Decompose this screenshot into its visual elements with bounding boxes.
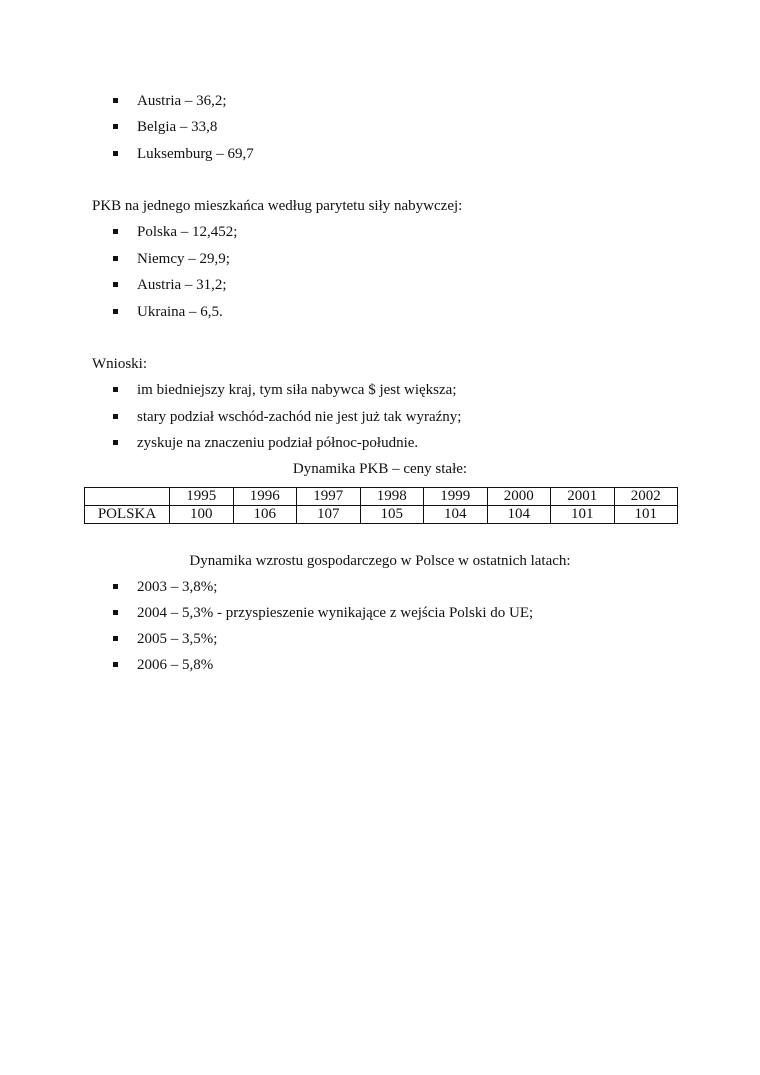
table-caption: Dynamika PKB – ceny stałe:: [292, 461, 468, 477]
year-cell: 2002: [614, 488, 678, 506]
year-cell: 1995: [170, 488, 234, 506]
list-item: zyskuje na znaczeniu podział północ-południe.: [137, 435, 419, 451]
year-cell: 2000: [487, 488, 551, 506]
row-label-cell: POLSKA: [85, 506, 170, 524]
value-cell: 101: [551, 506, 615, 524]
list-item: 2005 – 3,5%;: [137, 631, 218, 647]
table-header-row: [85, 488, 678, 506]
value-cell: 104: [424, 506, 488, 524]
list-item: Ukraina – 6,5.: [137, 304, 223, 320]
table-row: [85, 506, 678, 524]
list-item: 2003 – 3,8%;: [137, 579, 218, 595]
value-cell: 106: [233, 506, 297, 524]
growth-heading: Dynamika wzrostu gospodarczego w Polsce w ostatnich latach:: [189, 553, 571, 569]
year-cell: 1999: [424, 488, 488, 506]
list-item: stary podział wschód-zachód nie jest już tak wyraźny;: [137, 409, 462, 425]
year-cell: 1998: [360, 488, 424, 506]
year-cell: 1996: [233, 488, 297, 506]
list-item: Niemcy – 29,9;: [137, 251, 230, 267]
list-item: 2004 – 5,3% - przyspieszenie wynikające z wejścia Polski do UE;: [137, 605, 534, 621]
list-item: im biedniejszy kraj, tym siła nabywca $ jest większa;: [137, 382, 457, 398]
list-item: Luksemburg – 69,7: [137, 146, 254, 162]
year-cell: 2001: [551, 488, 615, 506]
conclusions-heading: Wnioski:: [92, 356, 147, 372]
value-cell: 100: [170, 506, 234, 524]
value-cell: 105: [360, 506, 424, 524]
table-corner-cell: [85, 488, 170, 506]
ppp-heading: PKB na jednego mieszkańca według parytetu siły nabywczej:: [92, 198, 463, 214]
year-cell: 1997: [297, 488, 361, 506]
list-item: Belgia – 33,8: [137, 119, 218, 135]
list-item: 2006 – 5,8%: [137, 657, 214, 673]
value-cell: 101: [614, 506, 678, 524]
value-cell: 104: [487, 506, 551, 524]
pkb-table: [84, 487, 678, 524]
value-cell: 107: [297, 506, 361, 524]
list-item: Austria – 31,2;: [137, 277, 227, 293]
list-item: Austria – 36,2;: [137, 93, 227, 109]
list-item: Polska – 12,452;: [137, 224, 238, 240]
